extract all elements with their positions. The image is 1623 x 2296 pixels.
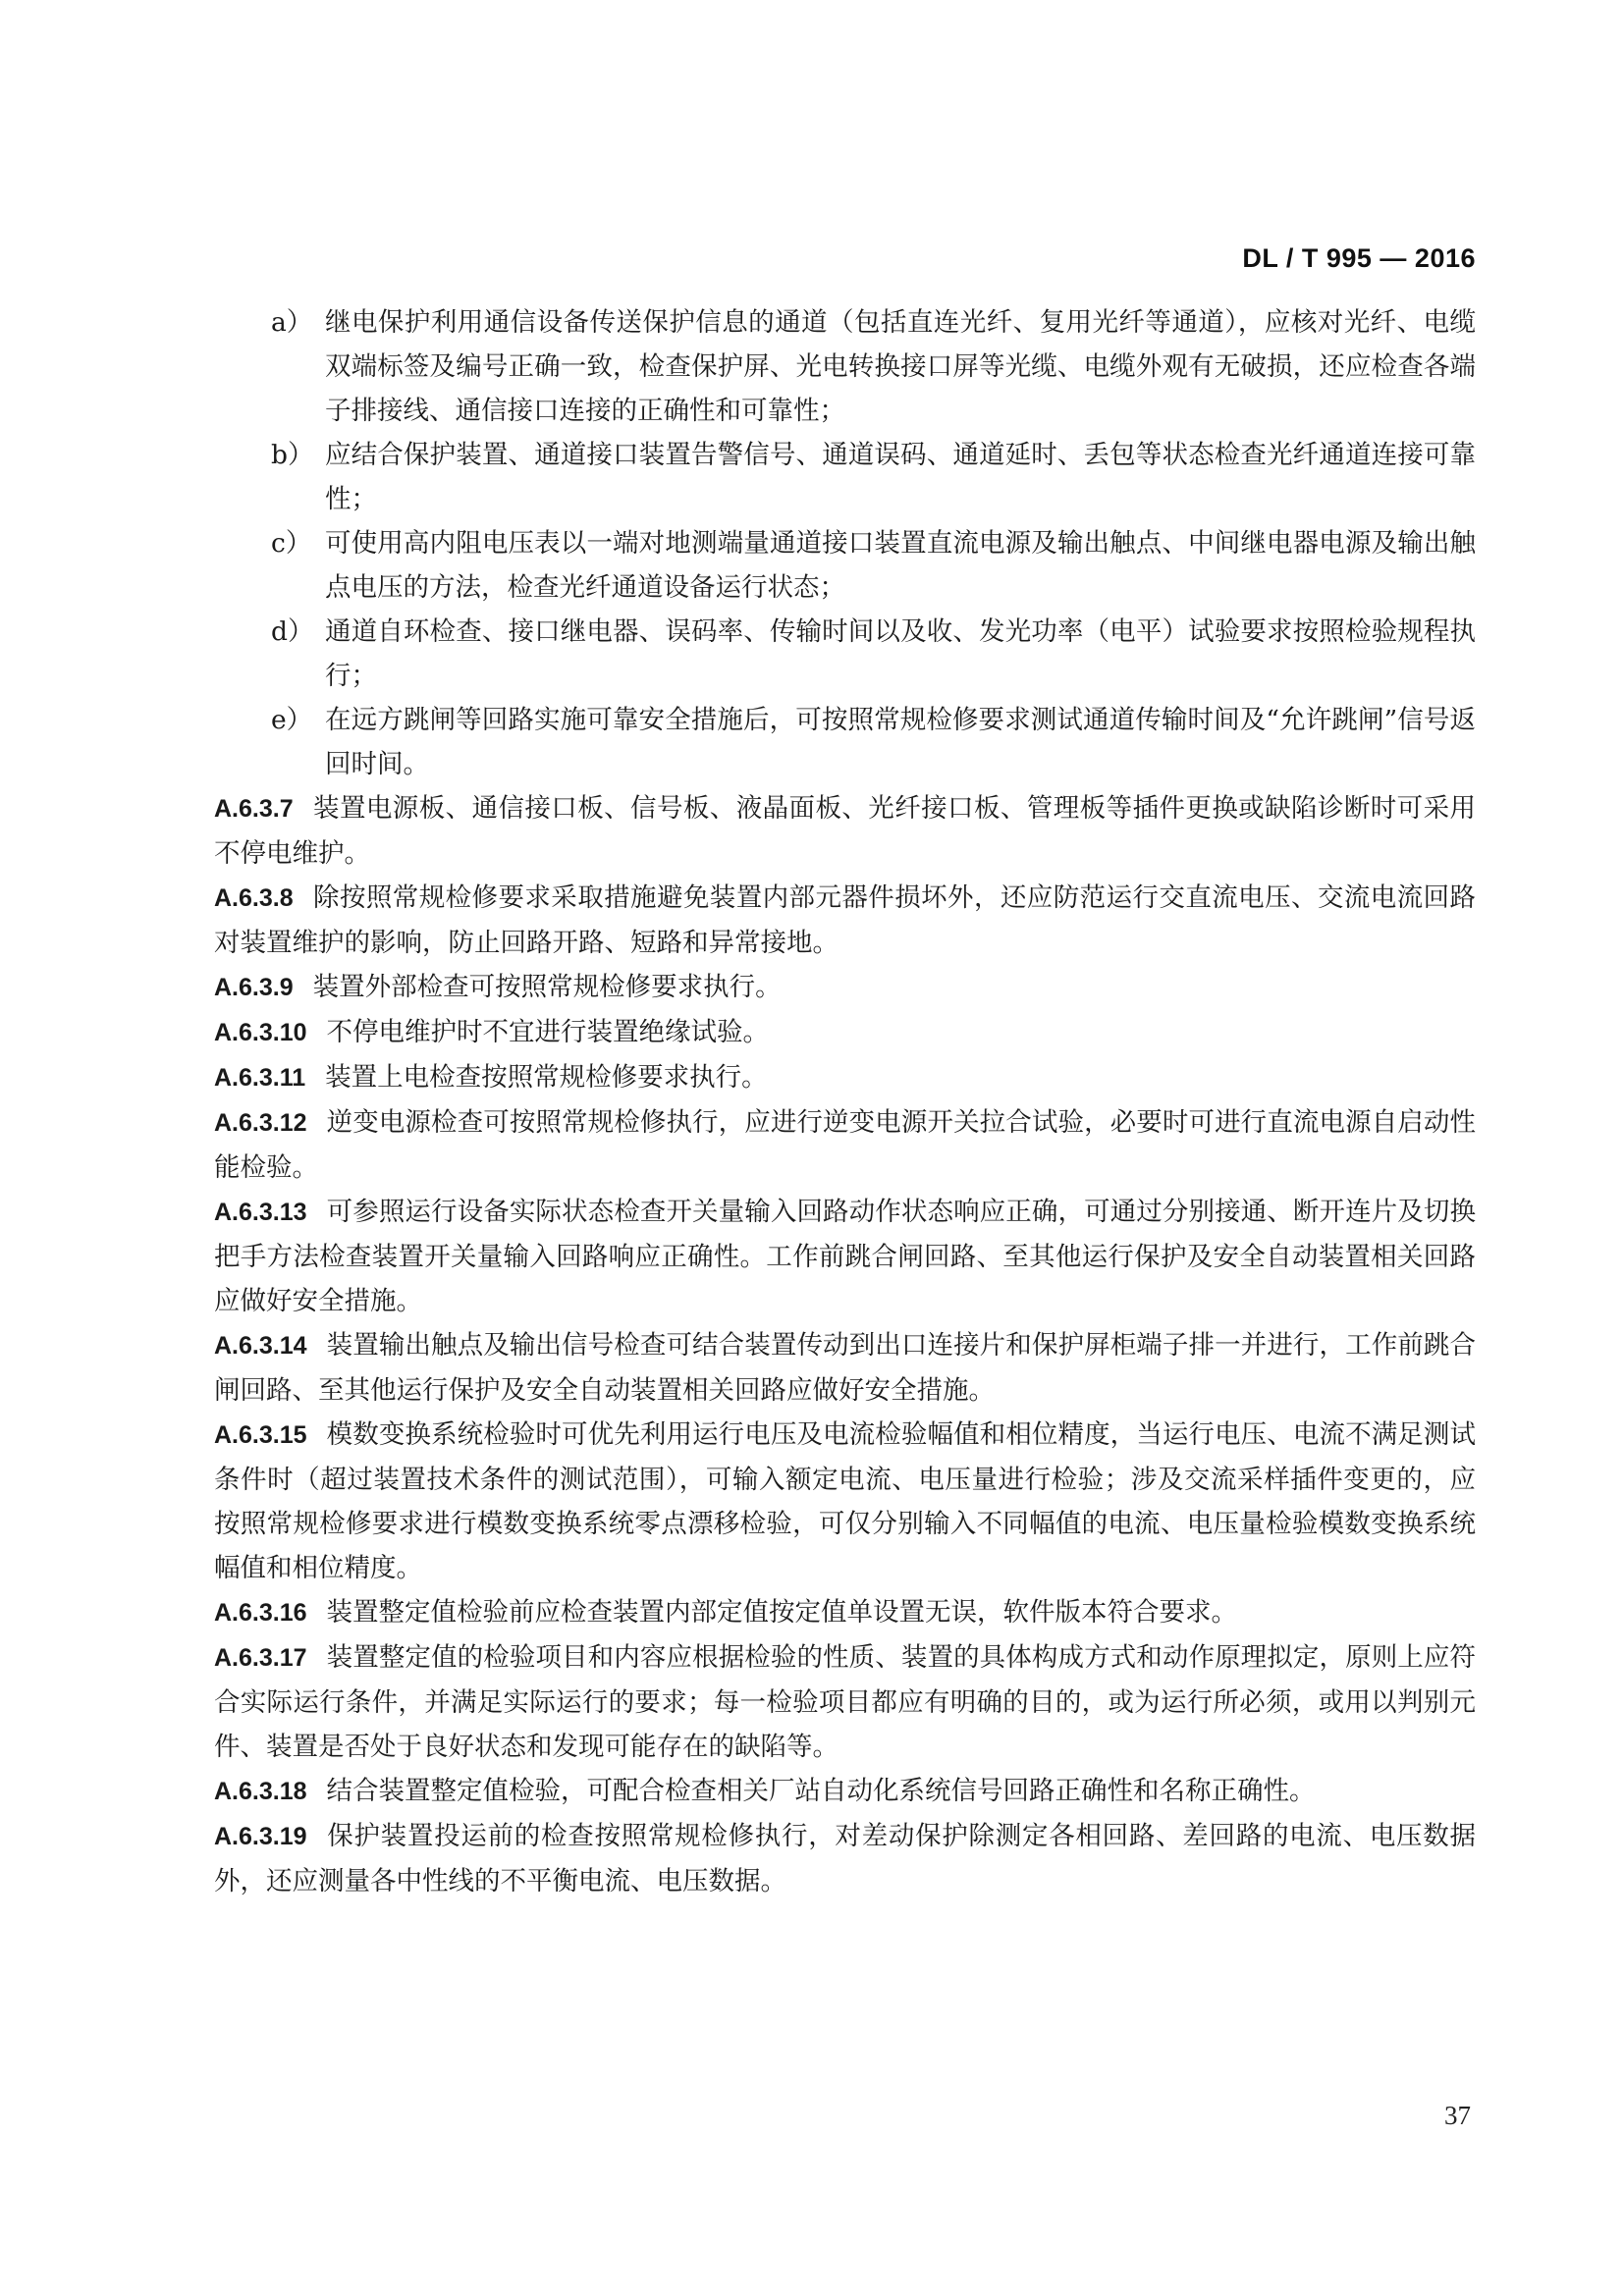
list-marker: c） bbox=[271, 528, 312, 559]
clause-number: A.6.3.17 bbox=[214, 1644, 307, 1672]
list-text: 应结合保护装置、通道接口装置告警信号、通道误码、通道延时、丢包等状态检查光纤通道连接可靠性； bbox=[325, 440, 1476, 514]
list-item-b bbox=[214, 433, 1476, 521]
document-body bbox=[214, 300, 1476, 1903]
list-item-c bbox=[214, 521, 1476, 610]
clause-number: A.6.3.10 bbox=[214, 1019, 307, 1046]
clause-number: A.6.3.8 bbox=[214, 884, 294, 912]
clause-a-6-3-15 bbox=[214, 1413, 1476, 1590]
list-marker: e） bbox=[271, 705, 313, 735]
clause-number: A.6.3.11 bbox=[214, 1064, 306, 1092]
clause-text: 可参照运行设备实际状态检查开关量输入回路动作状态响应正确，可通过分别接通、断开连片及切换把手方法检查装置开关量输入回路响应正确性。工作前跳合闸回路、至其他运行保护及安全自动装置相关回路应做好安全措施。 bbox=[214, 1197, 1476, 1316]
list-item-e bbox=[214, 698, 1476, 786]
clause-text: 装置电源板、通信接口板、信号板、液晶面板、光纤接口板、管理板等插件更换或缺陷诊断时可采用不停电维护。 bbox=[214, 793, 1476, 869]
clause-a-6-3-18 bbox=[214, 1769, 1476, 1814]
clause-a-6-3-11 bbox=[214, 1055, 1476, 1100]
clause-text: 不停电维护时不宜进行装置绝缘试验。 bbox=[326, 1017, 770, 1047]
clause-text: 装置整定值检验前应检查装置内部定值按定值单设置无误，软件版本符合要求。 bbox=[326, 1597, 1238, 1628]
clause-text: 装置输出触点及输出信号检查可结合装置传动到出口连接片和保护屏柜端子排一并进行，工作前跳合闸回路、至其他运行保护及安全自动装置相关回路应做好安全措施。 bbox=[214, 1330, 1476, 1406]
clause-a-6-3-14 bbox=[214, 1323, 1476, 1413]
clause-text: 装置上电检查按照常规检修要求执行。 bbox=[325, 1062, 768, 1093]
list-text: 可使用高内阻电压表以一端对地测端量通道接口装置直流电源及输出触点、中间继电器电源及输出触点电压的方法，检查光纤通道设备运行状态； bbox=[325, 528, 1476, 603]
clause-a-6-3-19 bbox=[214, 1814, 1476, 1903]
list-marker: d） bbox=[271, 616, 314, 647]
clause-number: A.6.3.15 bbox=[214, 1421, 307, 1449]
clause-text: 装置整定值的检验项目和内容应根据检验的性质、装置的具体构成方式和动作原理拟定，原则上应符合实际运行条件，并满足实际运行的要求；每一检验项目都应有明确的目的，或为运行所必须，或用以判别元件、装置是否处于良好状态和发现可能存在的缺陷等。 bbox=[214, 1642, 1476, 1762]
clause-number: A.6.3.16 bbox=[214, 1599, 307, 1627]
clause-number: A.6.3.12 bbox=[214, 1109, 307, 1137]
clause-text: 除按照常规检修要求采取措施避免装置内部元器件损坏外，还应防范运行交直流电压、交流电流回路对装置维护的影响，防止回路开路、短路和异常接地。 bbox=[214, 882, 1476, 958]
clause-a-6-3-16 bbox=[214, 1590, 1476, 1635]
clause-number: A.6.3.18 bbox=[214, 1778, 307, 1805]
clause-a-6-3-13 bbox=[214, 1190, 1476, 1323]
clause-text: 装置外部检查可按照常规检修要求执行。 bbox=[312, 972, 782, 1002]
list-marker: a） bbox=[271, 307, 313, 338]
list-text: 继电保护利用通信设备传送保护信息的通道（包括直连光纤、复用光纤等通道），应核对光纤、电缆双端标签及编号正确一致，检查保护屏、光电转换接口屏等光缆、电缆外观有无破损，还应检查各端子排接线、通信接口连接的正确性和可靠性； bbox=[325, 307, 1476, 426]
clause-a-6-3-9 bbox=[214, 965, 1476, 1010]
list-marker: b） bbox=[271, 440, 314, 470]
document-code: DL / T 995 — 2016 bbox=[1242, 243, 1476, 273]
clause-text: 结合装置整定值检验，可配合检查相关厂站自动化系统信号回路正确性和名称正确性。 bbox=[326, 1776, 1316, 1806]
clause-a-6-3-17 bbox=[214, 1635, 1476, 1769]
clause-text: 保护装置投运前的检查按照常规检修执行，对差动保护除测定各相回路、差回路的电流、电压数据外，还应测量各中性线的不平衡电流、电压数据。 bbox=[214, 1821, 1476, 1896]
clause-text: 模数变换系统检验时可优先利用运行电压及电流检验幅值和相位精度，当运行电压、电流不满足测试条件时（超过装置技术条件的测试范围），可输入额定电流、电压量进行检验；涉及交流采样插件变更的，应按照常规检修要求进行模数变换系统零点漂移检验，可仅分别输入不同幅值的电流、电压量检验模数变换系统幅值和相位精度。 bbox=[214, 1419, 1476, 1583]
clause-number: A.6.3.13 bbox=[214, 1199, 307, 1226]
clause-a-6-3-7 bbox=[214, 786, 1476, 876]
clause-number: A.6.3.9 bbox=[214, 974, 294, 1001]
clause-a-6-3-12 bbox=[214, 1100, 1476, 1190]
clause-number: A.6.3.19 bbox=[214, 1823, 307, 1850]
clause-a-6-3-10 bbox=[214, 1010, 1476, 1055]
list-text: 通道自环检查、接口继电器、误码率、传输时间以及收、发光功率（电平）试验要求按照检验规程执行； bbox=[325, 616, 1476, 691]
list-text: 在远方跳闸等回路实施可靠安全措施后，可按照常规检修要求测试通道传输时间及“允许跳闸”信号返回时间。 bbox=[325, 705, 1476, 779]
list-item-a bbox=[214, 300, 1476, 433]
clause-text: 逆变电源检查可按照常规检修执行，应进行逆变电源开关拉合试验，必要时可进行直流电源自启动性能检验。 bbox=[214, 1107, 1476, 1183]
clause-number: A.6.3.7 bbox=[214, 795, 294, 823]
clause-number: A.6.3.14 bbox=[214, 1332, 307, 1360]
list-item-d bbox=[214, 610, 1476, 698]
clause-a-6-3-8 bbox=[214, 876, 1476, 965]
page-number: 37 bbox=[1444, 2101, 1471, 2130]
